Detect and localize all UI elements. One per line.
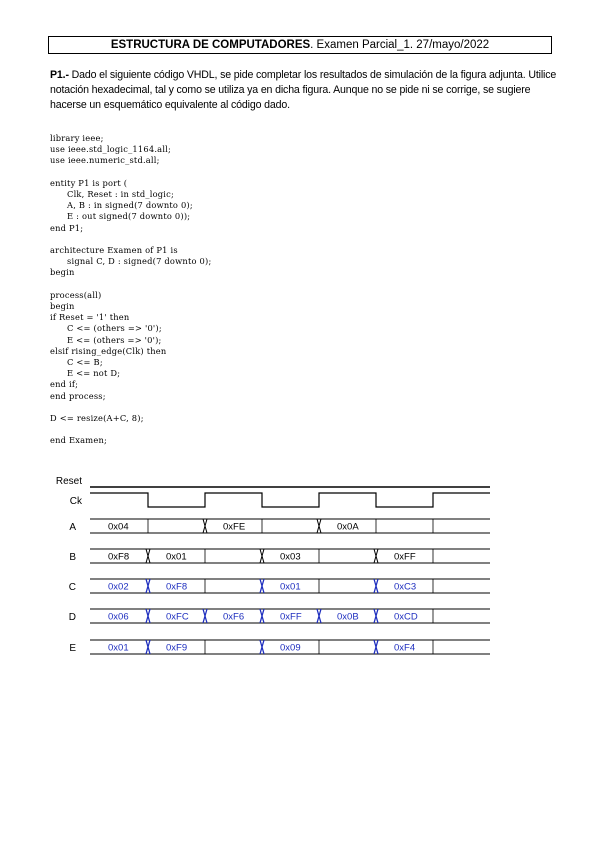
code-line: if Reset = '1' then xyxy=(50,312,130,323)
problem-label: P1.- xyxy=(50,69,69,81)
code-line: begin xyxy=(50,301,75,312)
timing-diagram xyxy=(0,462,599,692)
course-title: ESTRUCTURA DE COMPUTADORES xyxy=(110,39,311,51)
signal-label-a: A xyxy=(69,522,76,533)
code-line: process(all) xyxy=(50,289,102,300)
signal-label-reset: Reset xyxy=(55,476,82,487)
code-line: E : out signed(7 downto 0)); xyxy=(50,211,191,222)
bus-value-d: 0xFF xyxy=(280,611,302,623)
problem-text: Dado el siguiente código VHDL, se pide completar los resultados de simulación de la figura adjunta. Utilice notación hexadecimal, tal y como se utiliza ya en dicha figura. Aunque no se pide ni se corrige, se sugiere hacerse un esquemático equivalente al código dado. xyxy=(50,69,557,111)
bus-transition-d xyxy=(203,609,207,623)
bus-value-e: 0xF4 xyxy=(394,642,416,654)
bus-transition-b xyxy=(146,549,150,563)
bus-transition-d xyxy=(374,609,378,623)
bus-value-b: 0xFF xyxy=(394,551,416,563)
bus-transition-e xyxy=(146,640,150,654)
bus-transition-e xyxy=(260,640,264,654)
bus-value-c: 0xF8 xyxy=(166,581,188,593)
bus-transition-b xyxy=(260,549,264,563)
bus-transition-e xyxy=(374,640,378,654)
code-line: begin xyxy=(50,267,75,278)
code-line: use ieee.std_logic_1164.all; xyxy=(50,144,172,155)
code-line: signal C, D : signed(7 downto 0); xyxy=(50,256,212,267)
bus-transition-c xyxy=(374,579,378,593)
code-line: library ieee; xyxy=(50,133,104,143)
signal-label-e: E xyxy=(69,643,76,654)
bus-value-b: 0xF8 xyxy=(108,551,130,563)
bus-value-c: 0x01 xyxy=(280,581,301,593)
code-line: E <= not D; xyxy=(50,368,121,379)
bus-transition-c xyxy=(146,579,150,593)
bus-value-a: 0xFE xyxy=(223,521,246,533)
bus-transition-b xyxy=(374,549,378,563)
bus-value-d: 0x0B xyxy=(337,611,359,623)
code-line: use ieee.numeric_std.all; xyxy=(50,155,160,166)
signal-label-b: B xyxy=(69,552,76,563)
problem-statement xyxy=(50,68,565,113)
bus-value-a: 0x04 xyxy=(108,521,129,533)
signal-label-ck: Ck xyxy=(69,496,82,507)
bus-transition-a xyxy=(317,519,321,533)
bus-value-a: 0x0A xyxy=(337,521,359,533)
bus-value-d: 0xFC xyxy=(166,611,189,623)
code-line: E <= (others => '0'); xyxy=(50,334,162,345)
bus-value-b: 0x01 xyxy=(166,551,187,563)
code-line: end process; xyxy=(50,390,106,401)
code-line: end P1; xyxy=(50,222,84,233)
bus-value-d: 0x06 xyxy=(108,611,129,623)
code-line: end if; xyxy=(50,379,79,390)
bus-transition-d xyxy=(260,609,264,623)
code-line: A, B : in signed(7 downto 0); xyxy=(50,200,193,211)
code-line: D <= resize(A+C, 8); xyxy=(50,413,144,424)
bus-value-c: 0xC3 xyxy=(394,581,417,593)
code-line: end Examen; xyxy=(50,435,108,446)
code-line: architecture Examen of P1 is xyxy=(50,245,178,256)
exam-header xyxy=(48,36,552,54)
signal-label-c: C xyxy=(68,582,76,593)
bus-value-b: 0x03 xyxy=(280,551,301,563)
bus-value-e: 0xF9 xyxy=(166,642,188,654)
bus-transition-d xyxy=(317,609,321,623)
code-line: C <= B; xyxy=(50,357,103,368)
bus-value-e: 0x09 xyxy=(280,642,301,654)
bus-transition-c xyxy=(260,579,264,593)
code-line: C <= (others => '0'); xyxy=(50,323,162,334)
bus-value-c: 0x02 xyxy=(108,581,129,593)
bus-transition-a xyxy=(203,519,207,533)
bus-value-e: 0x01 xyxy=(108,642,129,654)
waveform-ck xyxy=(90,493,490,507)
vhdl-code-block xyxy=(50,133,211,447)
code-line: elsif rising_edge(Clk) then xyxy=(50,345,167,356)
bus-transition-d xyxy=(146,609,150,623)
bus-value-d: 0xCD xyxy=(394,611,418,623)
code-line: entity P1 is port ( xyxy=(50,177,128,188)
code-line: Clk, Reset : in std_logic; xyxy=(50,189,174,200)
exam-title: . Examen Parcial_1. 27/mayo/2022 xyxy=(310,39,490,51)
signal-label-d: D xyxy=(68,612,76,623)
bus-value-d: 0xF6 xyxy=(223,611,245,623)
